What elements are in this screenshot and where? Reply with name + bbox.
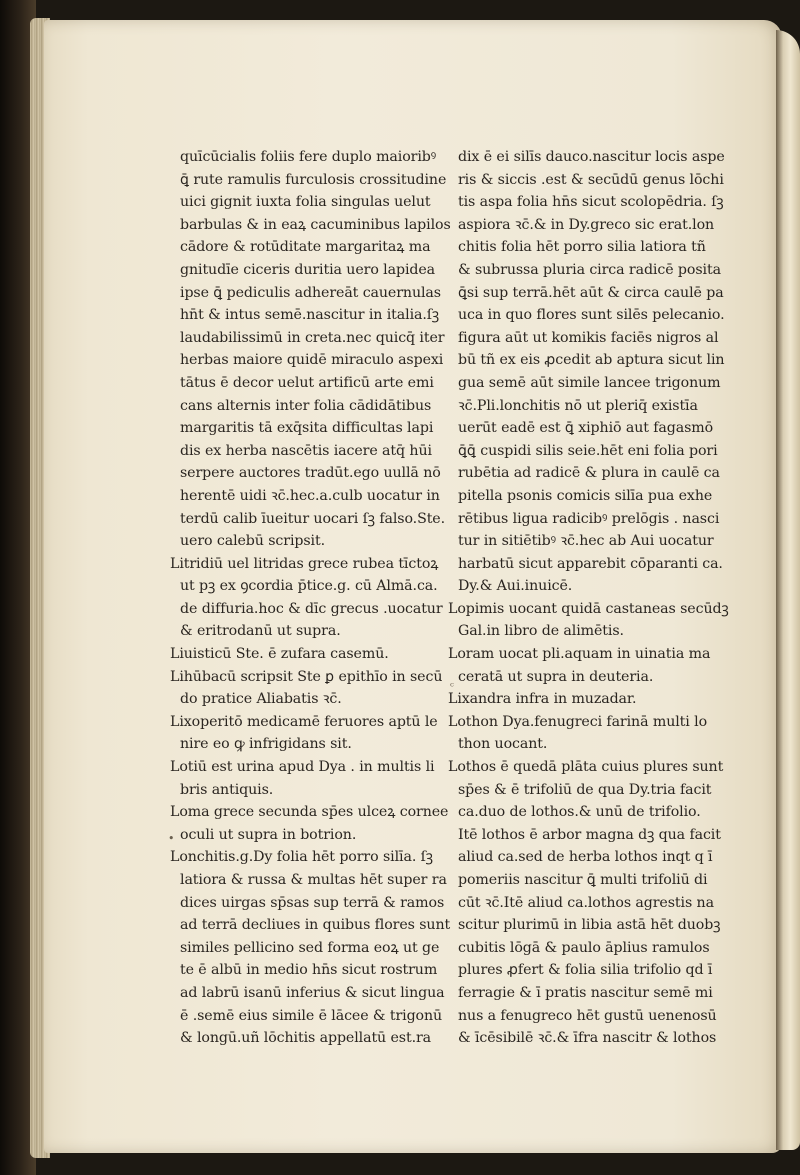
text-line: ad terrā decliues in quibus flores sunt [180, 917, 451, 934]
text-line: ꝛc̄.Pli.lonchitis nō ut pleriq̄ existīa [458, 397, 698, 414]
text-line: & longū.uñ lōchitis appellatū est.ra [180, 1030, 432, 1047]
text-line: ꝗ̄ꝗ̄ cuspidi silis seie.hēt eni folia pori [458, 442, 718, 459]
text-line: plures ꝓfert & folia silia trifolio qd ī [458, 962, 713, 979]
text-line: ris & siccis .est & secūdū genus lōchi [458, 171, 724, 188]
text-line: nus a fenugreco hēt gustū uenenosū [458, 1007, 717, 1024]
text-line: barbulas & in eaꝝ cacuminibus lapilos [180, 216, 451, 233]
stray-ink-mark: ᶜ [450, 680, 454, 693]
text-line: aspiora ꝛc̄.& in Dy.greco sic erat.lon [458, 216, 715, 233]
text-line: ad labrū isanū inferius & sicut lingua [180, 984, 445, 1001]
text-line: rētibus ligua radicibꝰ prelōgis . nasci [458, 510, 720, 527]
text-line: Lonchitis.g.Dy folia hēt porro silīa. ſꝫ [170, 849, 433, 866]
text-line: Lotiū est urina apud Dya . in multis li [170, 759, 435, 776]
text-line: tātus ē decor uelut artificū arte emi [180, 374, 434, 391]
text-line: te ē albū in medio hn̄s sicut rostrum [180, 962, 438, 979]
text-line: de diffuria.hoc & dīc grecus .uocatur [180, 600, 443, 617]
text-line: oculi ut supra in botrion. [180, 826, 357, 843]
text-line: gua semē aūt simile lancee trigonum [458, 374, 721, 391]
text-line: cādore & rotūditate margaritaꝝ ma [180, 239, 431, 256]
text-line: laudabilissimū in creta.nec quicq̄ iter [180, 329, 445, 346]
text-line: terdū calib īueitur uocari ſꝫ falso.Ste. [180, 510, 445, 527]
text-line: rubētia ad radicē & plura in caulē ca [458, 465, 720, 482]
text-line: herentē uidi ꝛc̄.hec.a.culb uocatur in [180, 487, 440, 504]
text-line: ca.duo de lothos.& unū de trifolio. [458, 804, 701, 821]
text-line: scitur plurimū in libia astā hēt duobꝫ [458, 917, 721, 934]
text-line: ut pꝫ ex ꝯcordia p̄tice.g. cū Almā.ca. [180, 578, 438, 595]
text-line: chitis folia hēt porro silia latiora tñ [458, 239, 706, 256]
text-line: uero calebū scripsit. [180, 533, 325, 550]
left-text-column [170, 146, 451, 1050]
text-line: similes pellicino sed forma eoꝝ ut ge [180, 939, 440, 956]
text-line: Loma grece secunda sp̄es ulceꝝ cornee [170, 804, 449, 821]
text-line: nire eo ꝙ infrigidans sit. [180, 736, 352, 753]
text-line: sp̄es & ē trifoliū de qua Dy.tria facit [458, 781, 712, 798]
text-line: ceratā ut supra in deuteria. [458, 668, 654, 685]
text-line: pitella psonis comicis silīa pua exhe [458, 487, 713, 504]
right-text-column [448, 146, 738, 1050]
text-line: quīcūcialis foliis fere duplo maioribꝰ [180, 149, 437, 165]
text-line: Itē lothos ē arbor magna dꝫ qua facit [458, 826, 721, 843]
text-line: cans alternis inter folia cādidātibus [180, 397, 432, 414]
text-line: dices uirgas sp̄sas sup terrā & ramos [180, 894, 445, 911]
text-line: Lixoperitō medicamē feruores aptū le [170, 713, 438, 730]
text-line: herbas maiore quidē miraculo aspexi [180, 352, 444, 369]
text-line: ipse ꝗ̄ pediculis adhereāt cauernulas [180, 284, 441, 301]
text-line: pomeriis nascitur ꝗ̄ multi trifoliū di [458, 872, 708, 888]
text-line: ē .semē eius simile ē lācee & trigonū [180, 1007, 443, 1024]
text-line: Lothon Dya.fenugreci farinā multi lo [448, 713, 708, 730]
text-line: Gal.in libro de alimētis. [458, 623, 624, 640]
text-line: cūt ꝛc̄.Itē aliud ca.lothos agrestis na [458, 894, 714, 911]
text-line: Liuisticū Ste. ē zufara casemū. [170, 646, 389, 663]
text-line: gnitudīe ciceris duritia uero lapidea [180, 261, 436, 278]
text-line: bū tñ ex eis ꝓcedit ab aptura sicut lin [458, 352, 725, 369]
text-line: dis ex herba nascētis iacere atq̄ hūi [180, 442, 432, 459]
text-line: dix ē ei silīs dauco.nascitur locis aspe [458, 149, 725, 165]
text-line: figura aūt ut komikis faciēs nigros al [458, 329, 719, 346]
facing-page-edge [776, 30, 800, 1150]
text-line: harbatū sicut apparebit cōparanti ca. [458, 555, 723, 572]
text-line: ferragie & ī pratis nascitur semē mi [458, 984, 713, 1001]
text-line: & subrussa pluria circa radicē posita [458, 261, 721, 278]
text-line: thon uocant. [458, 736, 548, 753]
text-line: Lothos ē quedā plāta cuius plures sunt [448, 759, 724, 776]
text-line: Lopimis uocant quidā castaneas secūdꝫ [448, 600, 729, 617]
text-line: latiora & russa & multas hēt super ra [180, 872, 447, 888]
text-line: cubitis lōgā & paulo āplius ramulos [458, 939, 710, 956]
text-line: & īcēsibilē ꝛc̄.& īfra nascitr & lothos [458, 1030, 717, 1047]
text-line: Dy.& Aui.inuicē. [458, 578, 573, 595]
text-line: uici gignit iuxta folia singulas uelut [180, 194, 431, 211]
text-line: uca in quo flores sunt silēs pelecanio. [458, 307, 725, 324]
text-line: Loram uocat pli.aquam in uinatia ma [448, 646, 711, 663]
text-line: hn̄t & intus semē.nascitur in italia.ſꝫ [180, 307, 440, 324]
text-line: & eritrodanū ut supra. [180, 623, 341, 640]
text-line: ꝗ̄si sup terrā.hēt aūt & circa caulē pa [458, 284, 724, 301]
text-line: margaritis tā exq̄sita difficultas lapi [180, 420, 434, 437]
text-line: bris antiquis. [180, 781, 274, 798]
text-line: aliud ca.sed de herba lothos inqt q ī [458, 849, 713, 866]
text-line: serpere auctores tradūt.ego uullā nō [180, 465, 441, 482]
text-line: do pratice Aliabatis ꝛc̄. [180, 691, 342, 708]
text-line: ꝗ̄ rute ramulis furculosis crossitudine [180, 171, 447, 188]
text-line: tis aspa folia hn̄s sicut scolopēdria. ſꝫ [458, 194, 724, 211]
text-line: Lixandra infra in muzadar. [448, 691, 637, 708]
text-line: uerūt eadē est ꝗ̄ xiphiō aut fagasmō [458, 420, 714, 437]
text-line: Lihūbacū scripsit Ste ꝑ epithīo in secū [170, 668, 443, 685]
stray-ink-mark: • [168, 832, 175, 845]
text-line: tur in sitiētibꝰ ꝛc̄.hec ab Aui uocatur [458, 533, 714, 550]
text-line: Litridiū uel litridas grece rubea tīctoꝝ [170, 555, 439, 572]
